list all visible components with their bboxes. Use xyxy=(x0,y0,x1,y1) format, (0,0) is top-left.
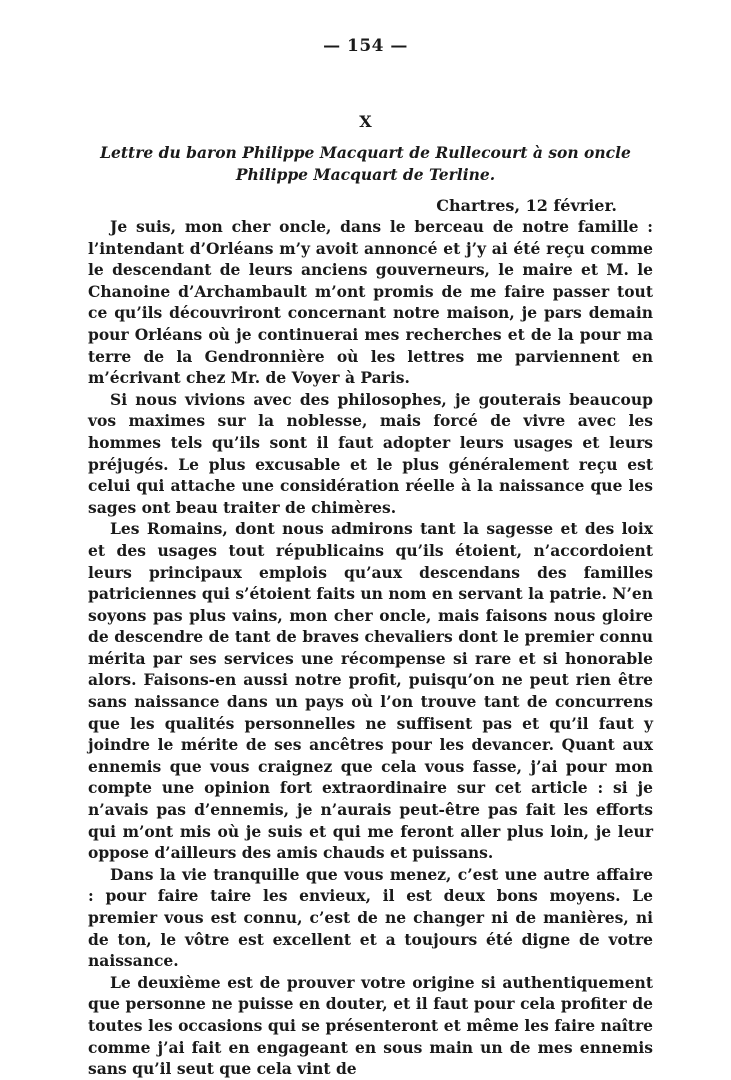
chapter-heading: X xyxy=(359,112,372,131)
dateline: Chartres, 12 février. xyxy=(436,196,617,215)
letter-title xyxy=(60,142,671,186)
paragraph-5: Le deuxième est de prouver votre origine si authentiquement que personne ne puisse en douter, et il faut pour cela profiter de toutes les occasions qui se présenteront et même les faire naître comme j’ai fait en engageant en sous main un de mes ennemis sans qu’il seut que cela vint de xyxy=(88,972,653,1079)
paragraph-2: Si nous vivions avec des philosophes, je gouterais beaucoup vos maximes sur la noblesse, mais forcé de vivre avec les hommes tels qu’ils sont il faut adopter leurs usages et leurs préjugés. Le plus excusable et le plus généralement reçu est celui qui attache une considération réelle à la naissance que les sages ont beau traiter de chimères. xyxy=(88,389,653,517)
page-number: — 154 — xyxy=(323,36,408,56)
paragraph-1: Je suis, mon cher oncle, dans le berceau de notre famille : l’intendant d’Orléans m’y avoit annoncé et j’y ai été reçu comme le descendant de leurs anciens gouverneurs, le maire et M. le Chanoine d’Archambault m’ont promis de me faire passer tout ce qu’ils découvriront concernant notre maison, je pars demain pour Orléans où je continuerai mes recherches et de la pour ma terre de la Gendronnière où les lettres me parviennent en m’écrivant chez Mr. de Voyer à Paris. xyxy=(88,217,653,388)
letter-title-line-1: Lettre du baron Philippe Macquart de Rullecourt à son oncle xyxy=(100,143,631,162)
letter-title-line-2: Philippe Macquart de Terline. xyxy=(235,165,496,184)
paragraph-4: Dans la vie tranquille que vous menez, c’est une autre affaire : pour faire taire les envieux, il est deux bons moyens. Le premier vous est connu, c’est de ne changer ni de manières, ni de ton, le vôtre est excellent et a toujours été digne de votre naissance. xyxy=(88,864,653,971)
letter-body xyxy=(88,216,653,1080)
paragraph-3: Les Romains, dont nous admirons tant la sagesse et des loix et des usages tout républicains qu’ils étoient, n’accordoient leurs principaux emplois qu’aux descendans des familles patriciennes qui s’étoient faits un nom en servant la patrie. N’en soyons pas plus vains, mon cher oncle, mais faisons nous gloire de descendre de tant de braves chevaliers dont le premier connu mérita par ses services une récompense si rare et si honorable alors. Faisons-en aussi notre profit, puisqu’on ne peut rien être sans naissance dans un pays où l’on trouve tant de concurrens que les qualités personnelles ne suffisent pas et qu’il faut y joindre le mérite de ses ancêtres pour les devancer. Quant aux ennemis que vous craignez que cela vous fasse, j’ai pour mon compte une opinion fort extraordinaire sur cet article : si je n’avais pas d’ennemis, je n’aurais peut-être pas fait les efforts qui m’ont mis où je suis et qui me feront aller plus loin, je leur oppose d’ailleurs des amis chauds et puissans. xyxy=(88,519,653,863)
